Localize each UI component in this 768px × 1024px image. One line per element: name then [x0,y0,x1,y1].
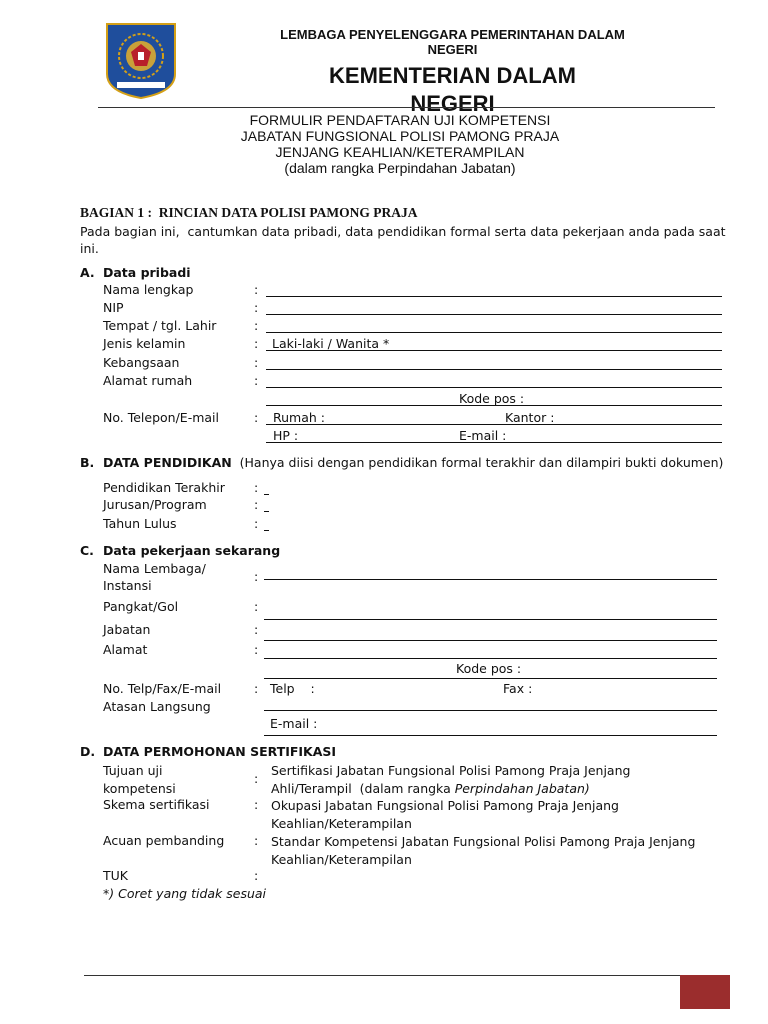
form-title-line2: JABATAN FUNGSIONAL POLISI PAMONG PRAJA [240,128,560,144]
label-alamat-rumah: Alamat rumah [103,373,193,388]
label-telp: Telp : [270,681,315,696]
input-jabatan[interactable] [264,640,717,641]
colon: : [254,797,259,812]
ministry-name-line2: NEGERI [410,91,495,116]
input-pendidikan-terakhir[interactable] [264,494,269,495]
form-title [150,112,650,176]
input-kode-pos-a[interactable] [266,405,722,406]
colon: : [254,282,259,297]
label-skema-sertifikasi: Skema sertifikasi [103,797,210,812]
form-title-line4: (dalam rangka Perpindahan Jabatan) [284,160,516,176]
input-kebangsaan[interactable] [266,369,722,370]
part-b-note: (Hanya diisi dengan pendidikan formal terakhir dan dilampiri bukti dokumen) [239,455,724,470]
value-acuan-pembanding [271,833,695,869]
input-alamat[interactable] [264,658,717,659]
label-kebangsaan: Kebangsaan [103,355,180,370]
label-nama-lembaga-line1: Nama Lembaga/ [103,561,206,576]
label-rumah: Rumah : [273,410,325,425]
label-pangkat-gol: Pangkat/Gol [103,599,179,614]
section-intro-line2: ini. [80,241,99,256]
header-divider [98,107,715,108]
value-skema-sertifikasi [271,797,619,833]
ministry-name [210,62,695,116]
form-title-line1: FORMULIR PENDAFTARAN UJI KOMPETENSI [249,112,551,128]
label-acuan-pembanding: Acuan pembanding [103,833,225,848]
input-tahun-lulus[interactable] [264,530,269,531]
form-title-line3: JENJANG KEAHLIAN/KETERAMPILAN [275,144,525,160]
value-tujuan-uji [271,762,630,798]
value-tujuan-uji-line1: Sertifikasi Jabatan Fungsional Polisi Pamong Praja Jenjang [271,763,631,778]
label-tujuan-uji [103,762,176,798]
footer-page-box [680,975,730,1009]
footnote: *) Coret yang tidak sesuai [103,886,267,901]
label-nama-lengkap: Nama lengkap [103,282,194,297]
section-intro [80,223,740,257]
input-nip[interactable] [266,314,722,315]
part-b-letter: B. [80,455,95,470]
input-tempat-tgl-lahir[interactable] [266,332,722,333]
org-name [210,27,695,57]
part-d-letter: D. [80,744,96,759]
input-alamat-rumah[interactable] [266,387,722,388]
input-telp-fax[interactable] [264,710,717,711]
value-tujuan-uji-line2-italic: Perpindahan Jabatan) [454,781,590,796]
colon: : [254,300,259,315]
section-heading: BAGIAN 1 : RINCIAN DATA POLISI PAMONG PRAJA [80,205,418,220]
label-telepon-email: No. Telepon/E-mail [103,410,219,425]
label-telp-fax-email: No. Telp/Fax/E-mail [103,681,222,696]
colon: : [254,599,259,614]
label-tujuan-uji-line1: Tujuan uji [103,763,163,778]
part-d-title: DATA PERMOHONAN SERTIFIKASI [103,744,337,759]
colon: : [254,771,259,786]
part-b-heading [103,455,723,470]
value-acuan-line2: Keahlian/Keterampilan [271,852,412,867]
value-tujuan-uji-line2 [271,780,630,798]
footer-divider [84,975,680,976]
label-jenis-kelamin: Jenis kelamin [103,336,186,351]
label-tahun-lulus: Tahun Lulus [103,516,177,531]
part-a-title: Data pribadi [103,265,191,280]
input-telepon[interactable] [266,424,722,425]
input-email-c[interactable] [264,735,717,736]
label-kode-pos-c: Kode pos : [456,661,522,676]
input-jurusan[interactable] [264,511,269,512]
gender-options[interactable]: Laki-laki / Wanita * [272,336,390,351]
colon: : [254,497,259,512]
input-nama-lembaga[interactable] [264,579,717,580]
label-fax: Fax : [503,681,533,696]
colon: : [254,833,259,848]
ministry-name-line1: KEMENTERIAN DALAM [329,63,576,88]
label-nip: NIP [103,300,124,315]
colon: : [254,642,259,657]
colon: : [254,480,259,495]
colon: : [254,622,259,637]
label-email-a: E-mail : [459,428,507,443]
value-acuan-line1: Standar Kompetensi Jabatan Fungsional Polisi Pamong Praja Jenjang [271,834,696,849]
colon: : [254,355,259,370]
part-c-letter: C. [80,543,94,558]
garuda-emblem-icon [105,22,177,100]
input-kode-pos-c[interactable] [264,678,717,679]
label-kode-pos-a: Kode pos : [459,391,525,406]
label-tujuan-uji-line2: kompetensi [103,781,176,796]
label-pendidikan-terakhir: Pendidikan Terakhir [103,480,225,495]
colon: : [254,410,259,425]
value-skema-line1: Okupasi Jabatan Fungsional Polisi Pamong Praja Jenjang [271,798,619,813]
label-email-c: E-mail : [270,716,318,731]
part-c-title: Data pekerjaan sekarang [103,543,281,558]
input-jenis-kelamin[interactable] [266,350,722,351]
org-name-line1: LEMBAGA PENYELENGGARA PEMERINTAHAN DALAM [280,27,625,42]
colon: : [254,318,259,333]
input-pangkat-gol[interactable] [264,619,717,620]
ministry-logo [105,22,177,100]
label-nama-lembaga-line2: Instansi [103,578,152,593]
label-kantor: Kantor : [505,410,555,425]
colon: : [254,336,259,351]
value-tujuan-uji-line2-regular: Ahli/Terampil (dalam rangka [271,781,455,796]
label-atasan-langsung: Atasan Langsung [103,699,211,714]
colon: : [254,868,259,883]
colon: : [254,516,259,531]
org-name-line2: NEGERI [427,42,478,57]
part-a-letter: A. [80,265,95,280]
label-jabatan: Jabatan [103,622,151,637]
input-hp-email[interactable] [266,442,722,443]
input-nama-lengkap[interactable] [266,296,722,297]
colon: : [254,373,259,388]
colon: : [254,681,259,696]
part-b-title: DATA PENDIDIKAN [103,455,232,470]
label-jurusan: Jurusan/Program [103,497,207,512]
label-tuk: TUK [103,868,128,883]
label-alamat: Alamat [103,642,148,657]
label-hp: HP : [273,428,299,443]
label-tempat-tgl-lahir: Tempat / tgl. Lahir [103,318,217,333]
value-skema-line2: Keahlian/Keterampilan [271,816,412,831]
colon: : [254,569,259,584]
section-intro-line1: Pada bagian ini, cantumkan data pribadi, data pendidikan formal serta data pekerjaan anda pada saat [80,224,726,239]
label-nama-lembaga [103,560,206,594]
